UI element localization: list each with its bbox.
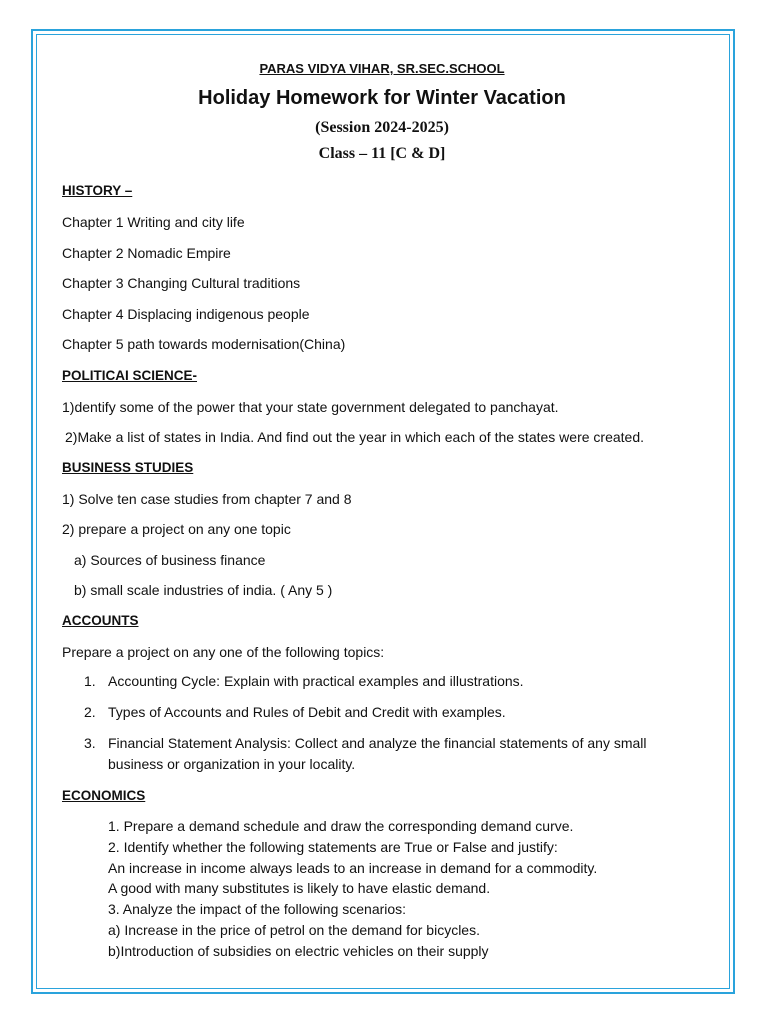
political-science-item: 1)dentify some of the power that your state government delegated to panchayat.: [62, 398, 559, 415]
business-studies-subitem: a) Sources of business finance: [74, 551, 266, 568]
business-studies-heading: BUSINESS STUDIES: [62, 459, 194, 475]
economics-line: An increase in income always leads to an increase in demand for a commodity.: [108, 859, 598, 876]
economics-line: 3. Analyze the impact of the following scenarios:: [108, 901, 407, 918]
accounts-list-item: [62, 702, 702, 733]
history-item: Chapter 3 Changing Cultural traditions: [62, 275, 301, 291]
economics-line: b)Introduction of subsidies on electric vehicles on their supply: [108, 942, 489, 959]
economics-line: a) Increase in the price of petrol on the demand for bicycles.: [108, 921, 480, 938]
list-text: Accounting Cycle: Explain with practical examples and illustrations.: [108, 673, 524, 689]
business-studies-item: 1) Solve ten case studies from chapter 7 and 8: [62, 490, 352, 507]
political-science-section: [62, 366, 702, 457]
political-science-heading: POLITICAI SCIENCE-: [62, 367, 198, 383]
economics-section: [62, 786, 702, 962]
list-text: Financial Statement Analysis: Collect and analyze the financial statements of any small business or organization in your locality.: [108, 735, 647, 772]
accounts-list-item: [62, 671, 702, 702]
list-number: 1.: [84, 673, 96, 689]
history-item: Chapter 4 Displacing indigenous people: [62, 305, 310, 322]
accounts-intro: Prepare a project on any one of the following topics:: [62, 643, 385, 660]
economics-line: 2. Identify whether the following statements are True or False and justify:: [108, 838, 558, 855]
list-text: Types of Accounts and Rules of Debit and Credit with examples.: [108, 704, 506, 720]
session-label: (Session 2024-2025): [315, 119, 449, 136]
history-item: Chapter 5 path towards modernisation(China): [62, 336, 346, 352]
list-number: 3.: [84, 735, 96, 751]
school-name: PARAS VIDYA VIHAR, SR.SEC.SCHOOL: [259, 61, 505, 76]
history-section: [62, 181, 702, 364]
business-studies-item: 2) prepare a project on any one topic: [62, 521, 291, 537]
history-heading: HISTORY –: [62, 183, 133, 198]
history-item: Chapter 1 Writing and city life: [62, 214, 245, 230]
political-science-item: 2)Make a list of states in India. And find out the year in which each of the states were created.: [65, 429, 644, 445]
business-studies-subitem: b) small scale industries of india. ( Any 5 ): [74, 582, 333, 598]
history-item: Chapter 2 Nomadic Empire: [62, 244, 231, 261]
economics-line: A good with many substitutes is likely to have elastic demand.: [108, 880, 491, 897]
document-title: Holiday Homework for Winter Vacation: [198, 87, 566, 109]
economics-heading: ECONOMICS: [62, 788, 146, 803]
accounts-list-item: [62, 733, 702, 783]
accounts-section: [62, 611, 702, 784]
business-studies-section: [62, 458, 702, 610]
accounts-heading: ACCOUNTS: [62, 612, 139, 628]
list-number: 2.: [84, 704, 96, 720]
class-label: Class – 11 [C & D]: [318, 145, 446, 162]
homework-document: [62, 58, 702, 962]
economics-line: 1. Prepare a demand schedule and draw the corresponding demand curve.: [108, 818, 574, 834]
